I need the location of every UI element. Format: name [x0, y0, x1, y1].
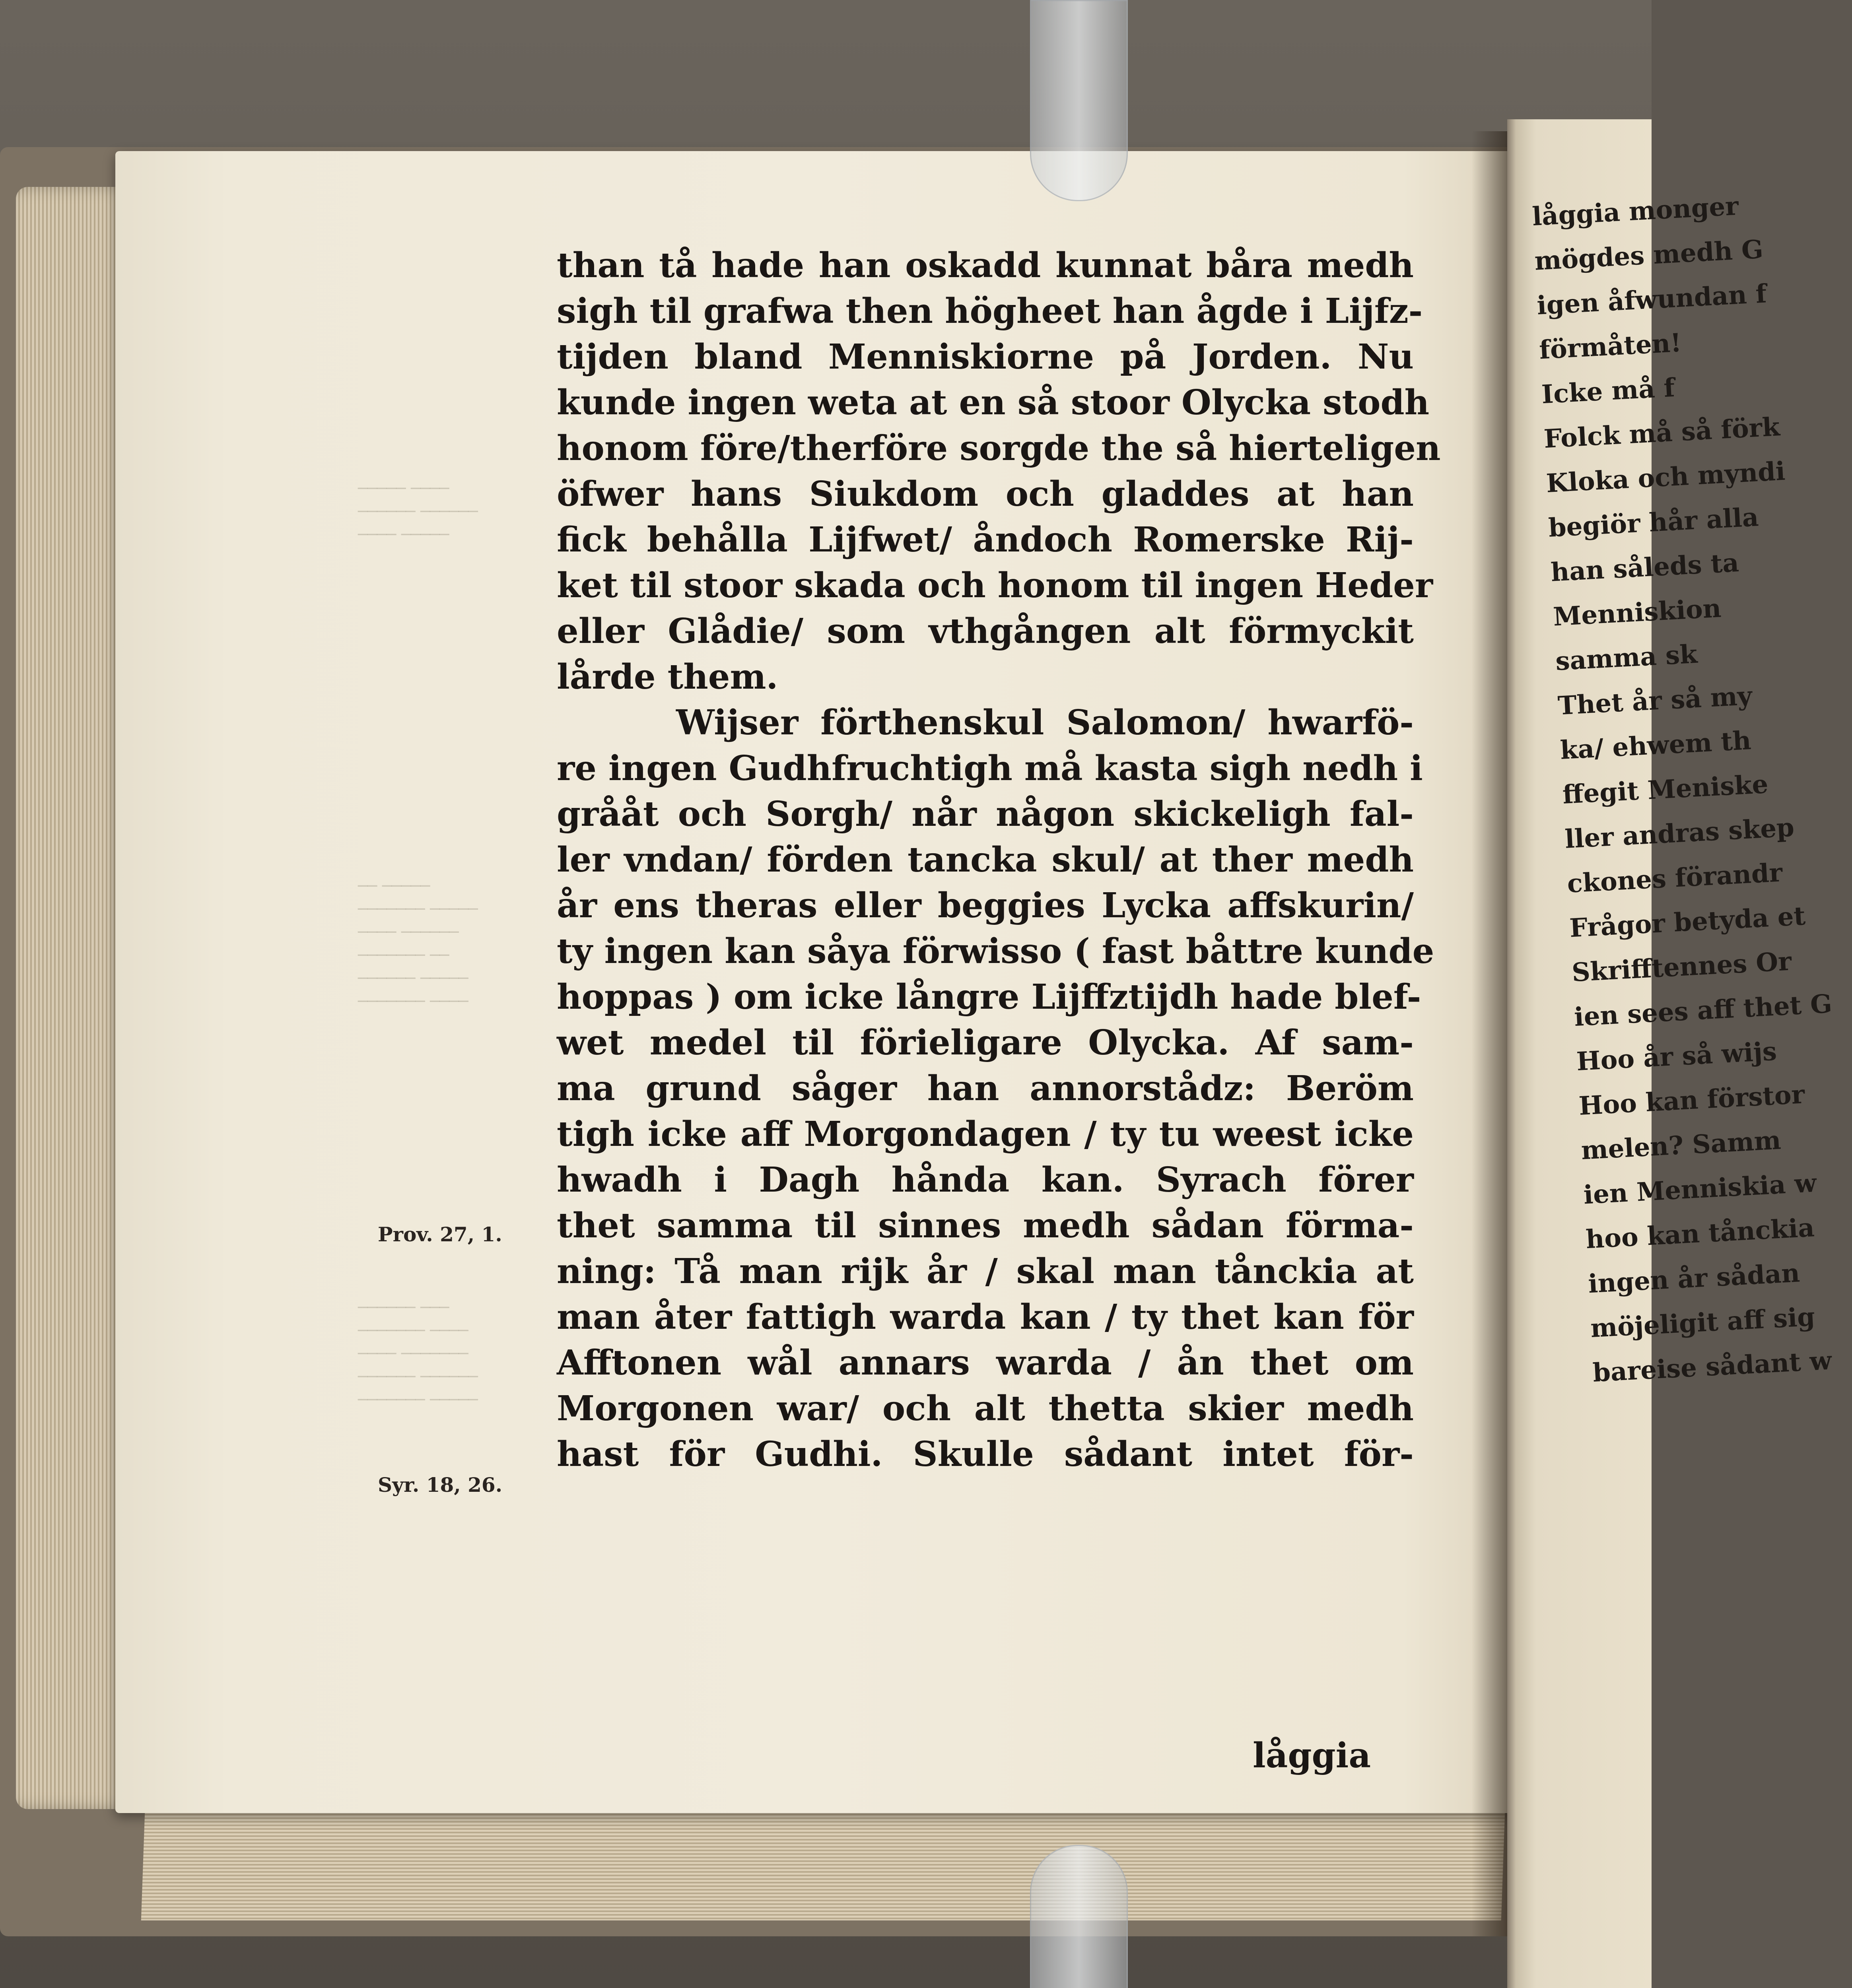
text-line: Wijser förthenskul Salomon/ hwarfö- — [676, 703, 1414, 743]
text-line: öfwer hans Siukdom och gladdes at han — [557, 474, 1414, 514]
margin-note-proverbs: Prov. 27, 1. — [378, 1223, 502, 1246]
text-line: hwadh i Dagh hånda kan. Syrach förer — [557, 1160, 1414, 1200]
text-line: wet medel til förieligare Olycka. Af sam- — [557, 1023, 1414, 1063]
text-line: lårde them. — [557, 657, 778, 697]
text-line: eller Glådie/ som vthgången alt förmyckit — [557, 611, 1414, 651]
text-line: kunde ingen weta at en så stoor Olycka stodh — [557, 382, 1430, 423]
text-line: samma sk — [1555, 639, 1698, 677]
text-line: honom före/therföre sorgde the så hierteligen — [557, 428, 1441, 468]
book-clip-bottom — [1030, 1845, 1128, 1988]
text-line: låggia monger — [1531, 191, 1739, 232]
text-line: igen åfwundan f — [1536, 279, 1768, 321]
text-line: Skrifftennes Or — [1571, 946, 1792, 988]
text-line: möjeligit aff sig — [1590, 1302, 1816, 1344]
text-line: Frågor betyda et — [1568, 901, 1806, 944]
text-line: hoppas ) om icke långre Lijffztijdh hade blef- — [557, 977, 1421, 1017]
show-through-text: ───── ──── ────── ────── ──── ───── — [358, 480, 478, 544]
facing-page-text — [1531, 182, 1832, 1396]
text-line: ma grund såger han annorstådz: Beröm — [557, 1068, 1414, 1109]
text-line: Hoo kan förstor — [1578, 1079, 1806, 1121]
text-line: Folck må så förk — [1543, 412, 1781, 454]
text-line: grååt och Sorgh/ når någon skickeligh fal- — [557, 794, 1414, 834]
text-line: re ingen Gudhfruchtigh må kasta sigh nedh i — [557, 748, 1423, 788]
text-line: Thet år så my — [1557, 681, 1753, 721]
show-through-text: ────── ─── ─────── ──── ──── ─────── ────── ────── ─────── ───── — [358, 1299, 478, 1409]
text-line: ller andras skep — [1564, 812, 1795, 854]
text-line: hast för Gudhi. Skulle sådant intet för- — [557, 1434, 1414, 1474]
text-line: ien sees aff thet G — [1573, 989, 1833, 1033]
text-line: ty ingen kan såya förwisso ( fast båttre kunde — [557, 931, 1434, 971]
text-line: Icke må f — [1541, 373, 1676, 410]
text-line: man åter fattigh warda kan / ty thet kan för — [557, 1297, 1414, 1337]
text-line: bareise sådant w — [1592, 1345, 1833, 1388]
text-line: thet samma til sinnes medh sådan förma- — [557, 1206, 1414, 1246]
book-clip-top — [1030, 0, 1128, 201]
text-line: mögdes medh G — [1533, 234, 1764, 276]
margin-note-syrach: Syr. 18, 26. — [378, 1473, 503, 1497]
text-line: ckones förandr — [1566, 858, 1784, 899]
text-line: ingen år sådan — [1587, 1258, 1801, 1299]
text-line: sigh til grafwa then högheet han ågde i Lijfz- — [557, 291, 1423, 331]
text-line: ning: Tå man rijk år / skal man tånckia at — [557, 1251, 1414, 1291]
text-line: melen? Samm — [1580, 1125, 1782, 1166]
text-line: ka/ ehwem th — [1559, 725, 1752, 766]
text-line: tigh icke aff Morgondagen / ty tu weest icke — [557, 1114, 1414, 1154]
text-line: ler vndan/ förden tancka skul/ at ther medh — [557, 840, 1414, 880]
catchword: låggia — [1253, 1736, 1371, 1776]
text-line: Afftonen wål annars warda / ån thet om — [557, 1343, 1414, 1383]
text-line: begiör hår alla — [1547, 502, 1759, 543]
page-edges-bottom — [141, 1801, 1505, 1920]
facing-page — [1507, 119, 1833, 1988]
show-through-text: ── ───── ─────── ───── ──── ────── ─────── ── ────── ───── ─────── ──── — [358, 877, 478, 1011]
text-line: ien Menniskia w — [1582, 1168, 1817, 1210]
body-text — [557, 243, 1441, 1477]
text-line: Morgonen war/ och alt thetta skier medh — [557, 1388, 1414, 1429]
text-line: Hoo år så wijs — [1576, 1036, 1778, 1077]
text-line: fick behålla Lijfwet/ åndoch Romerske Rij- — [557, 520, 1414, 560]
text-line: han såleds ta — [1550, 547, 1740, 588]
text-line: ffegit Meniske — [1562, 769, 1769, 810]
text-line: than tå hade han oskadd kunnat båra medh — [557, 245, 1414, 285]
text-line: Kloka och myndi — [1545, 456, 1786, 499]
text-line: Menniskion — [1552, 593, 1722, 632]
text-line: hoo kan tånckia — [1585, 1213, 1815, 1255]
text-line: tijden bland Menniskiorne på Jorden. Nu — [557, 337, 1414, 377]
text-line: år ens theras eller beggies Lycka affskurin/ — [557, 885, 1414, 926]
text-line: ket til stoor skada och honom til ingen Heder — [557, 565, 1433, 606]
text-line: förmåten! — [1538, 328, 1682, 365]
